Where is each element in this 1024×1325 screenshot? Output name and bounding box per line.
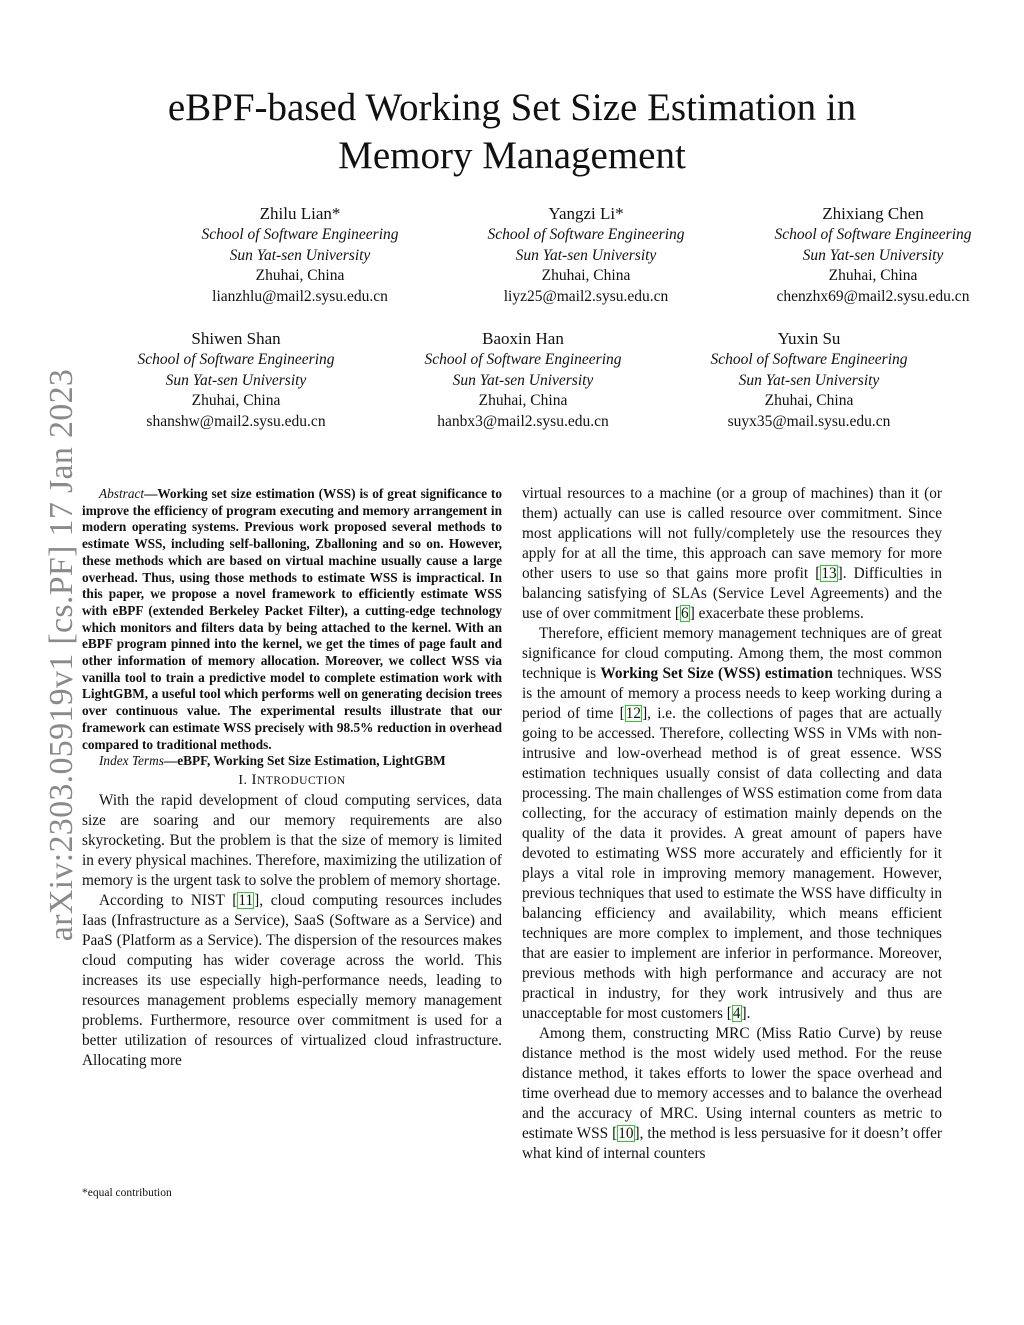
text-span: Among them, constructing MRC (Miss Ratio Curve) by reuse distance method is the most widely used method. For the reuse distance method, it takes efforts to lower the space overhead and time overhead due to memory accesses and to balance the overhead and the accuracy of MRC. Using internal counters as metric to estimate WSS [	[522, 1025, 942, 1142]
right-body	[522, 484, 942, 1164]
paragraph	[522, 1024, 942, 1164]
affiliation-university: Sun Yat-sen University	[229, 246, 371, 264]
name: Baoxin Han	[482, 329, 564, 348]
author	[723, 203, 1023, 307]
author-email[interactable]: liyz25@mail2.sysu.edu.cn	[503, 287, 669, 305]
affiliation-city: Zhuhai, China	[191, 392, 281, 409]
text-span: ], the method is less persuasive for it doesn’t offer what kind of internal counters	[522, 1125, 943, 1162]
affiliation-city: Zhuhai, China	[255, 267, 345, 284]
index-terms-label: Index Terms	[99, 753, 164, 769]
affiliation-dept: School of Software Engineering	[774, 226, 972, 243]
text-span: ]. Difficulties in balancing satisfying of SLAs (Service Level Agreements) and the use of over commitment [	[522, 565, 942, 622]
abstract-label: Abstract	[99, 486, 145, 501]
paragraph	[522, 484, 942, 624]
affiliation-dept: School of Software Engineering	[424, 351, 622, 368]
text-span: According to NIST [	[99, 891, 238, 909]
title-line: eBPF-based Working Set Size Estimation in	[167, 86, 857, 129]
author	[659, 328, 959, 432]
author	[373, 328, 673, 432]
author	[150, 203, 450, 307]
author-email[interactable]: chenzhx69@mail2.sysu.edu.cn	[776, 287, 970, 305]
title-line: Memory Management	[338, 134, 686, 177]
citation-link[interactable]: 4	[732, 1005, 741, 1022]
bold-term: Working Set Size (WSS) estimation	[600, 665, 833, 682]
name: Yuxin Su	[777, 329, 841, 348]
footnote: *equal contribution	[82, 1187, 172, 1199]
affiliation-city: Zhuhai, China	[828, 267, 918, 284]
text-span: With the rapid development of cloud computing services, data size are soaring and our memory requirements are also skyrocketing. But the problem is that the size of memory is limited in every physical machines. Therefore, maximizing the utilization of memory is the urgent task to solve the problem of memory shortage.	[82, 791, 502, 889]
text-span: Therefore, efficient memory management techniques are of great significance for cloud computing. Among them, the most common technique is	[522, 625, 942, 682]
text-span: ].	[741, 1005, 751, 1022]
name: Zhixiang Chen	[822, 204, 924, 223]
affiliation-university: Sun Yat-sen University	[165, 371, 307, 389]
abstract	[82, 486, 502, 770]
text-span: ], i.e. the collections of pages that are actually going to be accessed. Therefore, collecting WSS in VMs with non-intrusive and low-overhead method is of great essence. WSS estimation techniques usually consist of data collecting and data processing. The main challenges of WSS estimation come from data collecting, for the accuracy of estimation mainly depends on the quality of the data it provides. A great amount of papers have devoted to estimating WSS more accurately and efficiently for it plays a vital role in improving memory management. However, previous techniques that used to estimate the WSS have difficulty in balancing efficiency and availability, which means efficient techniques are more complex to implement, and those techniques that are easier to implement are inferior in performance. Moreover, previous methods with high performance and accuracy are not practical in industry, for they work intrusively and thus are unacceptable for most customers [	[522, 705, 942, 1022]
paragraph	[82, 891, 502, 1071]
affiliation-city: Zhuhai, China	[764, 392, 854, 409]
right-column	[522, 484, 942, 1164]
author-email[interactable]: lianzhlu@mail2.sysu.edu.cn	[212, 287, 388, 305]
affiliation-city: Zhuhai, China	[478, 392, 568, 409]
left-body	[82, 791, 502, 1071]
text-span: techniques. WSS is the amount of memory a process needs to keep working during a period of time [	[522, 665, 942, 722]
author-email[interactable]: hanbx3@mail2.sysu.edu.cn	[437, 412, 609, 430]
arxiv-identifier[interactable]: arXiv:2303.05919v1 [cs.PF] 17 Jan 2023	[43, 368, 80, 942]
text-span: ], cloud computing resources includes Iaas (Infrastructure as a Service), SaaS (Software as a Service) and PaaS (Platform as a Service). The dispersion of the resources makes cloud computing has wider coverage across the world. This increases its use especially high-performance needs, leading to resources management problems especially memory management problems. Furthermore, resource over commitment is used for a better utilization of resources of virtualized cloud infrastructure. Allocating more	[82, 891, 503, 1069]
citation-link[interactable]: 13	[821, 565, 837, 582]
affiliation-dept: School of Software Engineering	[710, 351, 908, 368]
affiliation-university: Sun Yat-sen University	[515, 246, 657, 264]
author-email[interactable]: suyx35@mail.sysu.edu.cn	[727, 412, 891, 430]
text-span: virtual resources to a machine (or a group of machines) than it (or them) actually can use is called resource over commitment. Since most applications will not fully/completely use the resources they apply for at all the time, this approach can save memory for more other users to use so that gains more profit [	[522, 485, 942, 582]
name: Yangzi Li*	[548, 204, 624, 223]
affiliation-university: Sun Yat-sen University	[452, 371, 594, 389]
author	[86, 328, 386, 432]
index-terms-text: —eBPF, Working Set Size Estimation, LightGBM	[163, 753, 446, 769]
section-title-rest: NTRODUCTION	[257, 774, 346, 787]
section-title-initial: I	[251, 771, 258, 788]
author-email[interactable]: shanshw@mail2.sysu.edu.cn	[146, 412, 326, 430]
affiliation-university: Sun Yat-sen University	[802, 246, 944, 264]
text-span: ] exacerbate these problems.	[689, 605, 864, 622]
affiliation-dept: School of Software Engineering	[487, 226, 685, 243]
section-number: I.	[238, 772, 252, 788]
affiliation-dept: School of Software Engineering	[201, 226, 399, 243]
citation-link[interactable]: 12	[625, 705, 642, 722]
left-column	[82, 486, 502, 1071]
name: Zhilu Lian*	[259, 204, 341, 223]
affiliation-city: Zhuhai, China	[541, 267, 631, 284]
name: Shiwen Shan	[191, 329, 281, 348]
paragraph	[522, 624, 942, 1024]
abstract-text: —Working set size estimation (WSS) is of great significance to improve the efficiency of program executing and memory arrangement in modern operating systems. Previous work proposed several methods to estimate WSS, including self-balloning, Zballoning and so on. However, these methods which are based on virtual machine usually cause a large overhead. Thus, using those methods to estimate WSS is impractical. In this paper, we propose a novel framework to efficiently estimate WSS with eBPF (extended Berkeley Packet Filter), a cutting-edge technology which monitors and filters data by being attached to the kernel. With an eBPF program pinned into the kernel, we get the times of page fault and other information of memory allocation. Moreover, we collect WSS via vanilla tool to train a predictive model to complete estimation work with LightGBM, a useful tool which performs well on generating decision trees over continuous value. The experimental results illustrate that our framework can estimate WSS precisely with 98.5% reduction in overhead compared to traditional methods.	[82, 486, 502, 752]
affiliation-university: Sun Yat-sen University	[738, 371, 880, 389]
citation-link[interactable]: 6	[681, 605, 689, 622]
paragraph	[82, 791, 502, 891]
paper-title	[0, 84, 1024, 180]
author	[436, 203, 736, 307]
section-heading-introduction	[82, 770, 502, 791]
affiliation-dept: School of Software Engineering	[137, 351, 335, 368]
citation-link[interactable]: 10	[618, 1125, 634, 1142]
citation-link[interactable]: 11	[238, 891, 254, 909]
